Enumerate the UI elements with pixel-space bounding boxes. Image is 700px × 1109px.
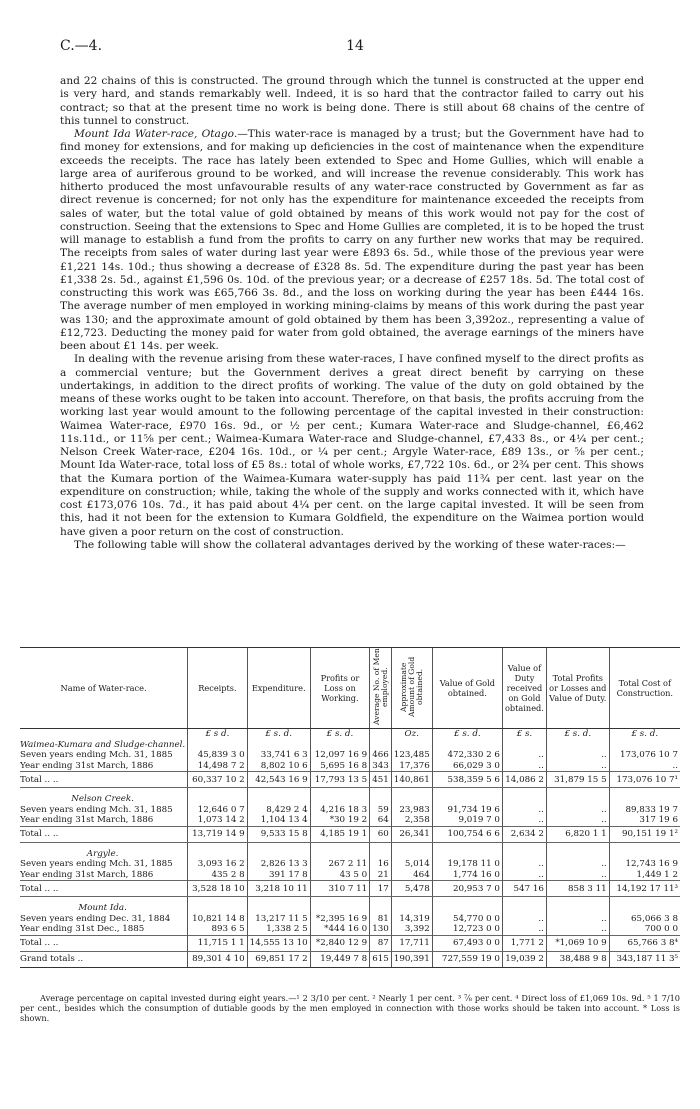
table-cell: 1,073 14 2: [188, 815, 248, 826]
table-cell: 9,533 15 8: [247, 826, 310, 842]
table-cell: [370, 849, 392, 860]
table-cell: 17,793 13 5: [310, 772, 370, 788]
table-cell: [310, 849, 370, 860]
table-cell: 13,217 11 5: [247, 914, 310, 925]
row-label: Seven years ending Mch. 31, 1885: [20, 750, 173, 761]
paragraph: The following table will show the collateral advantages derived by the working of these water-races:—: [74, 538, 626, 551]
table-cell: 466: [370, 750, 392, 761]
row-label: Total .. ..: [20, 826, 188, 842]
row-label: Seven years ending Dec. 31, 1884: [20, 913, 171, 924]
table-cell: 12,646 0 7: [188, 805, 248, 816]
table-cell: 17: [370, 881, 392, 897]
unit-cell: £ s. d.: [432, 729, 502, 740]
table-cell: 1,338 2 5: [247, 924, 310, 935]
table-cell: [546, 849, 609, 860]
table-cell: [546, 794, 609, 805]
table-cell: 8,802 10 6: [247, 761, 310, 772]
table-cell: 538,359 5 6: [432, 772, 502, 788]
table-cell: ..: [502, 750, 546, 761]
table-cell: 60: [370, 826, 392, 842]
table-cell: 14,086 2: [502, 772, 546, 788]
table-row: [20, 859, 680, 870]
section-row: [20, 903, 680, 914]
table-cell: [310, 740, 370, 751]
table-cell: 5,478: [391, 881, 432, 897]
row-label: Seven years ending Mch. 31, 1885: [20, 804, 173, 815]
table-cell: 54,770 0 0: [432, 914, 502, 925]
body-text: [60, 75, 644, 552]
table-cell: 45,839 3 0: [188, 750, 248, 761]
table-cell: 391 17 8: [247, 870, 310, 881]
table-cell: [432, 849, 502, 860]
table-cell: 89,833 19 7: [609, 805, 680, 816]
col-header-expenditure: Expenditure.: [247, 648, 310, 729]
section-row: [20, 794, 680, 805]
table-cell: [609, 849, 680, 860]
table-cell: 5,695 16 8: [310, 761, 370, 772]
table-cell: [391, 849, 432, 860]
table-cell: 1,771 2: [502, 935, 546, 951]
table-cell: [391, 794, 432, 805]
table-cell: 64: [370, 815, 392, 826]
table-row: [20, 761, 680, 772]
table-cell: 173,076 10 7¹: [609, 772, 680, 788]
col-header-receipts: Receipts.: [188, 648, 248, 729]
table-cell: 26,341: [391, 826, 432, 842]
row-label: Seven years ending Mch. 31, 1885: [20, 859, 173, 870]
table-cell: 14,319: [391, 914, 432, 925]
unit-cell: £ s. d.: [546, 729, 609, 740]
table-cell: 59: [370, 805, 392, 816]
table-cell: 3,093 16 2: [188, 859, 248, 870]
table-cell: *1,069 10 9: [546, 935, 609, 951]
table-cell: *2,840 12 9: [310, 935, 370, 951]
table-cell: 87: [370, 935, 392, 951]
table-cell: 100,754 6 6: [432, 826, 502, 842]
unit-cell: £ s. d.: [310, 729, 370, 740]
table-cell: 33,741 6 3: [247, 750, 310, 761]
table-cell: 1,449 1 2: [609, 870, 680, 881]
col-header-name: Name of Water-race.: [20, 648, 188, 729]
row-label: Total .. ..: [20, 935, 188, 951]
table-cell: ..: [609, 761, 680, 772]
table-cell: ..: [546, 805, 609, 816]
table-header-row: [20, 648, 680, 729]
table-cell: 343: [370, 761, 392, 772]
table-row: [20, 815, 680, 826]
table-cell: ..: [546, 870, 609, 881]
table-cell: ..: [546, 914, 609, 925]
table-cell: [546, 740, 609, 751]
table-cell: ..: [502, 761, 546, 772]
row-label: Nelson Creek.: [71, 794, 134, 805]
table-cell: [432, 740, 502, 751]
table-cell: 451: [370, 772, 392, 788]
table-cell: [391, 903, 432, 914]
row-label: Year ending 31st March, 1886: [20, 869, 154, 880]
table-cell: 13,719 14 9: [188, 826, 248, 842]
table-cell: [247, 903, 310, 914]
table-row: [20, 805, 680, 816]
table-cell: [370, 903, 392, 914]
table-cell: 140,861: [391, 772, 432, 788]
total-row: [20, 881, 680, 897]
units-row: [20, 729, 680, 740]
table-cell: [609, 740, 680, 751]
col-header-gold-oz: Approximate Amount of Gold obtained.: [391, 648, 432, 729]
table-cell: [370, 794, 392, 805]
table-cell: 267 2 11: [310, 859, 370, 870]
table-row: [20, 924, 680, 935]
paragraph: and 22 chains of this is constructed. The ground through which the tunnel is constructed at the upper end is very hard, and stands remarkably well. Indeed, it is so hard that the contractor failed to carry out his contract; so that at the present time no work is being done. There is still about 68 chains of the centre of this tunnel to construct.: [60, 75, 644, 127]
table-cell: 190,391: [391, 951, 432, 967]
table-cell: 2,826 13 3: [247, 859, 310, 870]
table-cell: [546, 903, 609, 914]
table-cell: 343,187 11 3⁵: [609, 951, 680, 967]
table-cell: [502, 903, 546, 914]
table-cell: 858 3 11: [546, 881, 609, 897]
table-cell: [502, 849, 546, 860]
table-cell: 17,376: [391, 761, 432, 772]
table-cell: [370, 740, 392, 751]
unit-cell: £ s.: [502, 729, 546, 740]
unit-cell: £ s. d.: [247, 729, 310, 740]
table-cell: [391, 740, 432, 751]
table-cell: 310 7 11: [310, 881, 370, 897]
table-cell: 14,498 7 2: [188, 761, 248, 772]
table-cell: 6,820 1 1: [546, 826, 609, 842]
row-label: Year ending 31st Dec., 1885: [20, 924, 145, 935]
col-header-cost: Total Cost of Construction.: [609, 648, 680, 729]
table-cell: 4,216 18 3: [310, 805, 370, 816]
table-cell: 464: [391, 870, 432, 881]
table-cell: 65,766 3 8⁴: [609, 935, 680, 951]
table-cell: ..: [502, 805, 546, 816]
table-cell: 16: [370, 859, 392, 870]
row-label: Year ending 31st March, 1886: [20, 815, 154, 826]
table-cell: [188, 903, 248, 914]
table-cell: *2,395 16 9: [310, 914, 370, 925]
unit-cell: £ s d.: [188, 729, 248, 740]
paragraph: In dealing with the revenue arising from these water-races, I have confined myself to the direct profits as a commercial venture; but the Government derives a great direct benefit by carrying on these undertakings, in addition to the direct profits of working. The value of the duty on gold obtained by the means of these works ought to be taken into account. Therefore, on that basis, the profits accruing from the working last year would amount to the following percentage of the capital invested in their construction: Waimea Water-race, £970 16s. 9d., or ½ per cent.; Kumara Water-race and Sludge-channel, £6,462 11s.11d., or 11⅝ per cent.; Waimea-Kumara Water-race and Sludge-channel, £7,433 8s., or 4¼ per cent.; Nelson Creek Water-race, £204 16s. 10d., or ¼ per cent.; Argyle Water-race, £89 13s., or ⅝ per cent.; Mount Ida Water-race, total loss of £5 8s.: total of whole works, £7,722 10s. 6d., or 2¾ per cent. This shows that the Kumara portion of the Waimea-Kumara water-supply has paid 11¾ per cent. last year on the expenditure on construction; while, taking the whole of the supply and works connected with it, which have cost £173,076 10s. 7d., it has paid about 4¼ per cent. on the large capital invested. It will be seen from this, had it not been for the extension to Kumara Goldfield, the expenditure on the Waimea portion would have given a poor return on the cost of construction.: [60, 353, 644, 538]
table-cell: [502, 794, 546, 805]
table-cell: 23,983: [391, 805, 432, 816]
table-row: [20, 870, 680, 881]
col-header-gold-value: Value of Gold obtained.: [432, 648, 502, 729]
table-cell: 91,734 19 6: [432, 805, 502, 816]
table-cell: 1,774 16 0: [432, 870, 502, 881]
table-cell: [188, 849, 248, 860]
table-cell: 60,337 10 2: [188, 772, 248, 788]
table-cell: [432, 903, 502, 914]
total-row: [20, 935, 680, 951]
table-cell: 123,485: [391, 750, 432, 761]
paragraph: Mount Ida Water-race, Otago.—This water-race is managed by a trust; but the Government have had to find money for extensions, and for making up deficiencies in the cost of maintenance when the expenditure exceeds the receipts. The race has lately been extended to Spec and Home Gullies, which will enable a large area of auriferous ground to be worked, and will increase the revenue considerably. This work has hitherto produced the most unfavourable results of any water-race constructed by Government as far as direct revenue is concerned; for not only has the expenditure for maintenance exceeded the receipts from sales of water, but the total value of gold obtained by means of this work would not pay for the cost of construction. Seeing that the extensions to Spec and Home Gullies are completed, it is to be hoped the trust will manage to establish a fund from the profits to carry on any further new works that may be required. The receipts from sales of water during last year were £893 6s. 5d., while those of the previous year were £1,221 14s. 10d.; thus showing a decrease of £328 8s. 5d. The expenditure during the past year has been £1,338 2s. 5d., against £1,596 0s. 10d. of the previous year; or a decrease of £257 18s. 5d. The total cost of constructing this work was £65,766 3s. 8d., and the loss on working during the year has been £444 16s. The average number of men employed in working mining-claims by means of this work during the past year was 130; and the approximate amount of gold obtained by them has been 3,392oz., representing a value of £12,723. Deducting the money paid for water from gold obtained, the average earnings of the miners have been about £1 14s. per week.: [60, 128, 644, 352]
table-cell: ..: [546, 815, 609, 826]
table-cell: 19,449 7 8: [310, 951, 370, 967]
table-cell: ..: [502, 914, 546, 925]
table-cell: 14,192 17 11³: [609, 881, 680, 897]
table-cell: 3,218 10 11: [247, 881, 310, 897]
row-label: Total .. ..: [20, 881, 188, 897]
unit-cell: [20, 729, 188, 740]
table-cell: 173,076 10 7: [609, 750, 680, 761]
table-cell: 17,711: [391, 935, 432, 951]
table-cell: 317 19 6: [609, 815, 680, 826]
table-cell: ..: [502, 815, 546, 826]
table-cell: 11,715 1 1: [188, 935, 248, 951]
table-cell: [188, 794, 248, 805]
table-cell: 19,178 11 0: [432, 859, 502, 870]
table-cell: 42,543 16 9: [247, 772, 310, 788]
table-cell: 3,392: [391, 924, 432, 935]
section-row: [20, 740, 680, 751]
table-cell: 89,301 4 10: [188, 951, 248, 967]
footnote: Average percentage on capital invested during eight years.—¹ 2 3/10 per cent. ² Nearly 1 per cent. ³ ⅞ per cent. ⁴ Direct loss of £1,069 10s. 9d. ⁵ 1 7/10 per cent., besides which the consumption of dutiable goods by the men employed in connection with those works should be taken into account. * Loss is shown.: [20, 993, 680, 1023]
table-cell: ..: [546, 859, 609, 870]
table-cell: 67,493 0 0: [432, 935, 502, 951]
row-label: Mount Ida.: [78, 903, 127, 914]
table-cell: [310, 903, 370, 914]
table-cell: 14,555 13 10: [247, 935, 310, 951]
unit-cell: Oz.: [391, 729, 432, 740]
table-cell: 5,014: [391, 859, 432, 870]
page-header: [60, 38, 650, 58]
table-cell: 893 6 5: [188, 924, 248, 935]
table-cell: 10,821 14 8: [188, 914, 248, 925]
table-cell: 66,029 3 0: [432, 761, 502, 772]
table-cell: 8,429 2 4: [247, 805, 310, 816]
section-row: [20, 849, 680, 860]
table-cell: [609, 794, 680, 805]
table-cell: *444 16 0: [310, 924, 370, 935]
table-cell: 65,066 3 8: [609, 914, 680, 925]
table-cell: 435 2 8: [188, 870, 248, 881]
table-row: [20, 914, 680, 925]
table-cell: [247, 794, 310, 805]
row-label: Grand totals ..: [20, 951, 188, 967]
table-row: [20, 750, 680, 761]
table-cell: 130: [370, 924, 392, 935]
table-cell: 12,723 0 0: [432, 924, 502, 935]
table-cell: 547 16: [502, 881, 546, 897]
table-cell: 81: [370, 914, 392, 925]
table-cell: [310, 794, 370, 805]
table-cell: 1,104 13 4: [247, 815, 310, 826]
row-label: Argyle.: [86, 848, 119, 859]
table-cell: 2,634 2: [502, 826, 546, 842]
grand-total-row: [20, 951, 680, 967]
col-header-total-profits: Total Profits or Losses and Value of Duty.: [546, 648, 609, 729]
table-cell: [609, 903, 680, 914]
table-cell: [247, 740, 310, 751]
total-row: [20, 826, 680, 842]
table-cell: 38,488 9 8: [546, 951, 609, 967]
unit-cell: £ s. d.: [609, 729, 680, 740]
table-cell: 727,559 19 0: [432, 951, 502, 967]
table-cell: [432, 794, 502, 805]
table-cell: 31,879 15 5: [546, 772, 609, 788]
table-cell: 3,528 18 10: [188, 881, 248, 897]
col-header-profit: Profits or Loss on Working.: [310, 648, 370, 729]
table-cell: [188, 740, 248, 751]
table-cell: 19,039 2: [502, 951, 546, 967]
table-cell: 69,851 17 2: [247, 951, 310, 967]
col-header-duty: Value of Duty received on Gold obtained.: [502, 648, 546, 729]
table-cell: 2,358: [391, 815, 432, 826]
table-cell: 21: [370, 870, 392, 881]
table-cell: ..: [546, 750, 609, 761]
table-cell: ..: [546, 761, 609, 772]
table-cell: 90,151 19 1²: [609, 826, 680, 842]
table-cell: 20,953 7 0: [432, 881, 502, 897]
unit-cell: [370, 729, 392, 740]
table-cell: 615: [370, 951, 392, 967]
table-cell: *30 19 2: [310, 815, 370, 826]
section-heading: Mount Ida Water-race, Otago.: [74, 128, 238, 140]
document-code: C.—4.: [60, 38, 103, 54]
table-cell: 472,330 2 6: [432, 750, 502, 761]
total-row: [20, 772, 680, 788]
row-label: Total .. ..: [20, 772, 188, 788]
table-cell: 9,019 7 0: [432, 815, 502, 826]
table-cell: ..: [546, 924, 609, 935]
table-cell: 4,185 19 1: [310, 826, 370, 842]
table-cell: 12,743 16 9: [609, 859, 680, 870]
table-cell: 700 0 0: [609, 924, 680, 935]
row-label: Waimea-Kumara and Sludge-channel.: [20, 739, 186, 750]
table-cell: 12,097 16 9: [310, 750, 370, 761]
table-cell: 43 5 0: [310, 870, 370, 881]
table-cell: ..: [502, 859, 546, 870]
table-cell: ..: [502, 870, 546, 881]
row-label: Year ending 31st March, 1886: [20, 760, 154, 771]
table-cell: [502, 740, 546, 751]
water-race-table: [20, 647, 680, 968]
table-cell: [247, 849, 310, 860]
page-number: 14: [346, 38, 364, 54]
table-cell: ..: [502, 924, 546, 935]
col-header-men: Average No. of Men employed.: [370, 648, 392, 729]
